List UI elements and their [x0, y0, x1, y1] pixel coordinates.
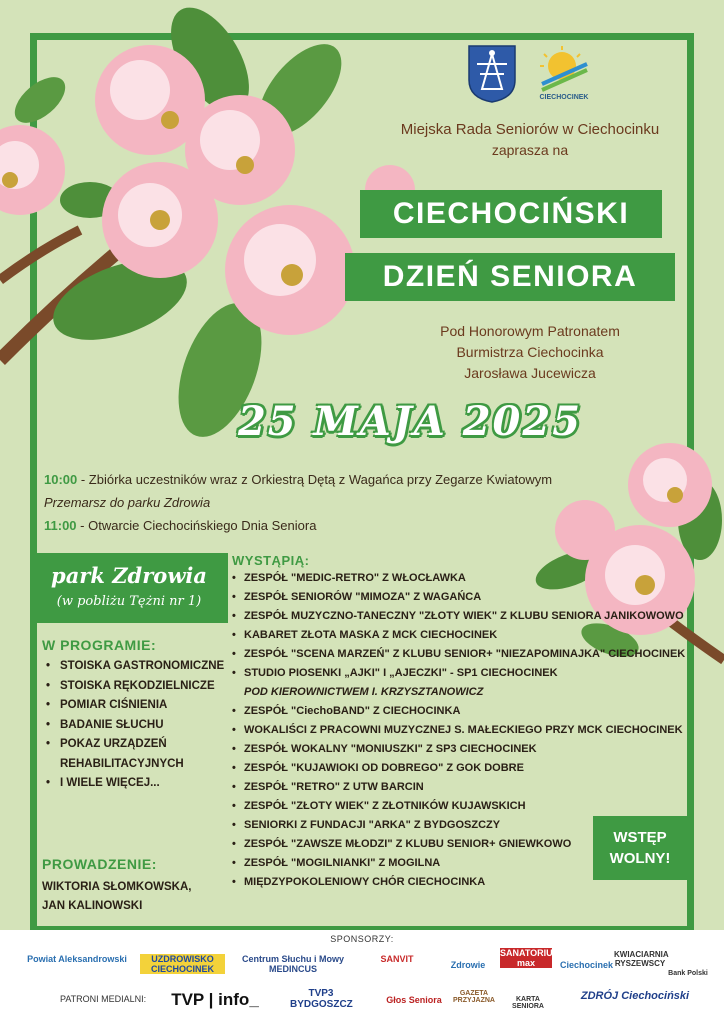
list-item: • ZESPÓŁ "KUJAWIOKI OD DOBREGO" Z GOK DOBRE [232, 759, 702, 778]
schedule-text: - Zbiórka uczestników wraz z Orkiestrą Dętą z Wagańca przy Zegarze Kwiatowym [77, 472, 553, 487]
media-logo: Głos Seniora [386, 995, 442, 1005]
list-item: • ZESPÓŁ "ZŁOTY WIEK" Z ZŁOTNIKÓW KUJAWSKICH [232, 797, 702, 816]
schedule-text: Przemarsz do parku Zdrowia [44, 495, 211, 510]
list-item: • POMIAR CIŚNIENIA [44, 696, 234, 716]
media-heading: PATRONI MEDIALNI: [60, 994, 147, 1004]
venue-name: park Zdrowia [51, 563, 207, 588]
list-item: • ZESPÓŁ "RETRO" Z UTW BARCIN [232, 778, 702, 797]
list-item: • ZESPÓŁ WOKALNY "MONIUSZKI" Z SP3 CIECHOCINEK [232, 740, 702, 759]
hosts-heading: PROWADZENIE: [42, 856, 157, 872]
performers-heading: WYSTĄPIĄ: [232, 553, 310, 568]
program-heading: W PROGRAMIE: [42, 637, 157, 653]
sponsor-logo: Zdrowie [450, 960, 486, 970]
free-entry-badge [593, 816, 687, 880]
schedule-item [44, 472, 552, 487]
sponsors-heading: SPONSORZY: [330, 934, 394, 944]
sponsor-logo: SANATORIUM max [500, 948, 561, 968]
schedule-text: - Otwarcie Ciechocińskiego Dnia Seniora [76, 518, 317, 533]
title-banner-2: DZIEŃ SENIORA [345, 253, 675, 301]
entry-line: WSTĘP [613, 829, 667, 846]
title-banner-1: CIECHOCIŃSKI [360, 190, 662, 238]
list-item: • STOISKA RĘKODZIELNICZE [44, 677, 234, 697]
schedule-time: 10:00 [44, 472, 78, 487]
patronage [380, 321, 680, 384]
schedule-item [44, 495, 210, 510]
schedule-item [44, 518, 316, 533]
list-item: • BADANIE SŁUCHU [44, 716, 234, 736]
invite-text: zaprasza na [491, 142, 569, 158]
venue-box [30, 553, 228, 623]
media-logo: ZDRÓJ Ciechociński [580, 990, 690, 1002]
organizer: Miejska Rada Seniorów w Ciechocinku [400, 121, 660, 138]
list-item: • ZESPÓŁ "MEDIC-RETRO" Z WŁOCŁAWKA [232, 569, 702, 588]
program-list [44, 657, 234, 794]
sponsor-logo: Powiat Aleksandrowski [27, 954, 127, 964]
list-item: • KABARET ZŁOTA MASKA Z MCK CIECHOCINEK [232, 626, 702, 645]
hosts-names [42, 878, 232, 916]
list-item: • ZESPÓŁ "SCENA MARZEŃ" Z KLUBU SENIOR+ "NIEZAPOMINAJKA" CIECHOCINEK [232, 645, 702, 664]
media-logo: KARTA SENIORA [512, 996, 544, 1010]
host-line: JAN KALINOWSKI [42, 900, 143, 912]
list-item: • ZESPÓŁ "CiechoBAND" Z CIECHOCINKA [232, 702, 702, 721]
ciechocinek-coat-of-arms [467, 44, 517, 104]
list-item: • ZESPÓŁ "ZAWSZE MŁODZI" Z KLUBU SENIOR+ GNIEWKOWO [232, 835, 702, 854]
ciechocinek-logo [532, 44, 592, 108]
venue-note: (w pobliżu Tężni nr 1) [56, 594, 202, 609]
list-item: • I WIELE WIĘCEJ... [44, 774, 234, 794]
patron-line: Pod Honorowym Patronatem [440, 323, 620, 339]
list-item: • STOISKA GASTRONOMICZNE [44, 657, 234, 677]
list-item: • ZESPÓŁ "MOGILNIANKI" Z MOGILNA [232, 854, 702, 873]
list-item: • POKAZ URZĄDZEŃ REHABILITACYJNYCH [44, 735, 234, 774]
patron-line: Burmistrza Ciechocinka [456, 344, 604, 360]
ciechocinek-logo-label: CIECHOCINEK [539, 94, 589, 101]
list-item: • WOKALIŚCI Z PRACOWNI MUZYCZNEJ S. MAŁECKIEGO PRZY MCK CIECHOCINEK [232, 721, 702, 740]
media-logo: TVP | info_ [171, 990, 259, 1009]
sponsor-logo: Bank Polski [668, 970, 708, 977]
host-line: WIKTORIA SŁOMKOWSKA, [42, 881, 192, 893]
schedule-time: 11:00 [44, 518, 77, 533]
sponsor-logo: Ciechocinek [560, 960, 614, 970]
apple-blossom-illustration [0, 0, 420, 450]
list-item: • STUDIO PIOSENKI „AJKI" I „AJECZKI" - SP1 CIECHOCINEK [232, 664, 702, 683]
sponsor-logo: SANVIT [380, 954, 414, 964]
patron-line: Jarosława Jucewicza [464, 365, 596, 381]
media-logo: GAZETA PRZYJAZNA [452, 990, 495, 1004]
sponsor-logo: Centrum Słuchu i Mowy MEDINCUS [241, 954, 344, 974]
list-item-note: POD KIEROWNICTWEM I. KRZYSZTANOWICZ [244, 686, 484, 698]
list-item: • ZESPÓŁ MUZYCZNO-TANECZNY "ZŁOTY WIEK" Z KLUBU SENIORA JANIKOWOWO [232, 607, 702, 626]
list-item: • MIĘDZYPOKOLENIOWY CHÓR CIECHOCINKA [232, 873, 702, 892]
list-item: • ZESPÓŁ SENIORÓW "MIMOZA" Z WAGAŃCA [232, 588, 702, 607]
media-logo: TVP3 BYDGOSZCZ [290, 988, 353, 1010]
sponsor-band [0, 930, 724, 1024]
entry-line: WOLNY! [609, 850, 671, 867]
list-item: • SENIORKI Z FUNDACJI "ARKA" Z BYDGOSZCZY [232, 816, 702, 835]
sponsor-logo: UZDROWISKO CIECHOCINEK [140, 954, 225, 974]
event-date: 25 MAJA 2025 [237, 398, 583, 445]
sponsor-logo: KWIACIARNIA RYSZEWSCY [614, 950, 669, 968]
